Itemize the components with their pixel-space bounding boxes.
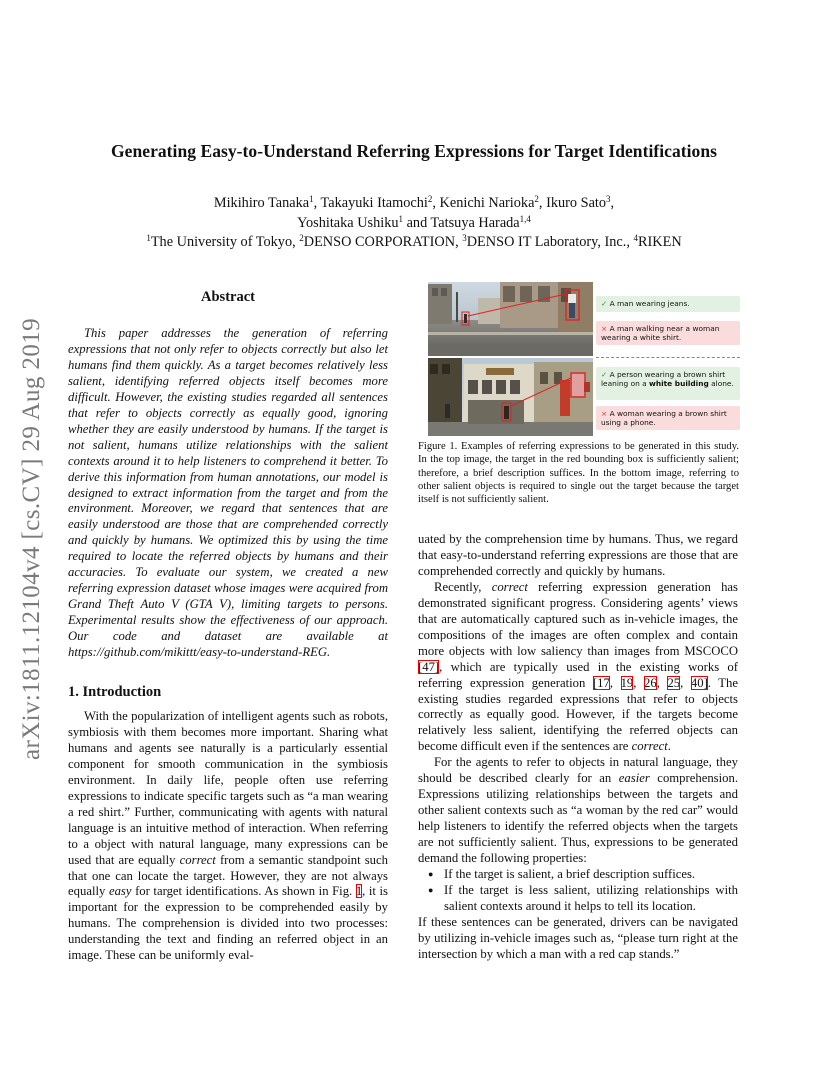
paper-title: Generating Easy-to-Understand Referring Expressions for Target Identifications bbox=[110, 141, 718, 161]
author-name: , Ikuro Sato bbox=[538, 195, 607, 211]
abstract-heading: Abstract bbox=[201, 289, 255, 305]
expression-text: A woman wearing a brown shirt using a phone. bbox=[601, 409, 727, 427]
author-block bbox=[0, 194, 828, 253]
check-icon: ✓ bbox=[601, 370, 608, 379]
affiliations bbox=[0, 233, 828, 253]
author-name: , Kenichi Narioka bbox=[432, 195, 535, 211]
author-separator: , bbox=[610, 195, 615, 211]
expression-text: A person wearing a brown shirt leaning on a white building alone. bbox=[601, 370, 734, 388]
figure-divider bbox=[596, 357, 740, 358]
expression-bad-bottom bbox=[596, 406, 740, 430]
figure-1-photos bbox=[428, 282, 593, 436]
list-item: ● If the target is less salient, utilizing relationships with salient contexts around it helps to tell its location. bbox=[444, 883, 738, 915]
author-affiliation: 1 bbox=[309, 194, 314, 204]
author-line-1 bbox=[0, 194, 828, 214]
affiliation-number: 1 bbox=[146, 233, 151, 243]
citation-link[interactable]: 19 bbox=[620, 675, 634, 690]
affiliation: DENSO IT Laboratory, Inc., bbox=[466, 234, 634, 250]
check-icon: ✓ bbox=[601, 299, 608, 308]
paragraph: For the agents to refer to objects in natural language, they should be described clearly for an easier comprehension. Expressions utilizing relationships between the targets and other salient contexts such as “a woman by the red car” would help listeners to identify the referred objects when the targets are not sufficiently salient. Thus, expressions to be generated demand the following properties: bbox=[418, 755, 738, 866]
author-name: Mikihiro Tanaka bbox=[213, 195, 310, 211]
section-heading-introduction: 1. Introduction bbox=[68, 684, 162, 700]
author-affiliation: 3 bbox=[606, 194, 611, 204]
citation-link[interactable]: [47] bbox=[418, 659, 440, 674]
citation-link[interactable]: 26 bbox=[644, 675, 657, 690]
intro-column bbox=[68, 709, 388, 964]
author-name: Yoshitaka Ushiku bbox=[297, 214, 399, 231]
author-affiliation: 2 bbox=[427, 194, 433, 204]
citation-link[interactable]: [17 bbox=[592, 675, 610, 690]
figure-reference-link[interactable]: 1 bbox=[355, 884, 363, 899]
cross-icon: × bbox=[601, 409, 608, 418]
cross-icon: × bbox=[601, 324, 608, 333]
author-affiliation: 1,4 bbox=[519, 213, 531, 224]
arxiv-identifier: arXiv:1811.12104v4 [cs.CV] 29 Aug 2019 bbox=[18, 317, 45, 760]
expression-good-bottom bbox=[596, 367, 740, 400]
figure-1 bbox=[428, 282, 740, 436]
expression-text: A man wearing jeans. bbox=[609, 299, 690, 308]
expression-good-top bbox=[596, 296, 740, 312]
author-line-2 bbox=[0, 214, 828, 234]
paragraph-continuation: uated by the comprehension time by humans. Thus, we regard that easy-to-understand referring expressions are those that are comprehended correctly and quickly by humans. bbox=[418, 532, 738, 578]
affiliation-number: 4 bbox=[633, 233, 638, 243]
affiliation: The University of Tokyo, bbox=[150, 234, 300, 250]
citation-link[interactable]: 40] bbox=[690, 675, 708, 690]
list-item: ● If the target is salient, a brief description suffices. bbox=[444, 867, 738, 883]
paragraph: If these sentences can be generated, drivers can be navigated by utilizing in-vehicle images such as, “please turn right at the intersection by which a man with a red cap stands.” bbox=[418, 914, 738, 961]
affiliation-number: 3 bbox=[462, 233, 467, 243]
affiliation: DENSO CORPORATION, bbox=[303, 234, 463, 250]
expression-bad-top bbox=[596, 321, 740, 345]
intro-paragraph: With the popularization of intelligent agents such as robots, symbiosis with them becomes more important. Sharing what humans and agents see naturally is a particularly essential component for smooth communication in the symbiosis environment. In daily life, people often use referring expressions to indicate specific targets such as “a man wearing a red shirt.” Further, communicating with agents with natural language is an intuitive method of interaction. When referring to a object with natural language, many expressions can be used that are equally correct from a semantic standpoint such that one can locate the target. However, they are not always equally easy for target identifications. As shown in Fig. 1, it is important for the expression to be comprehended easily by humans. The comprehension is divided into two processes: understanding the text and finding an referred object in an image. These can be uniformly eval- bbox=[68, 709, 388, 963]
author-affiliation: 1 bbox=[398, 213, 404, 224]
affiliation-number: 2 bbox=[299, 233, 304, 243]
paragraph: Recently, correct referring expression generation has demonstrated significant progress. Considering agents’ views that are automatically captured such as in-vehicle images, the compositions of the images are often complex and contain more objects with low saliency than images from MSCOCO [47], which are typically used in the existing works of referring expression generation [17, 19, 26, 25, 40]. The existing studies regarded expressions that refer to objects correctly as equally good. However, if the targets become relatively less salient, identifying the referred objects can become difficult even if the sentences are correct. bbox=[418, 579, 739, 754]
citation-link[interactable]: 25 bbox=[667, 675, 681, 690]
abstract-text bbox=[68, 326, 388, 661]
figure-1-caption: Figure 1. Examples of referring expressions to be generated in this study. In the top image, the target in the red bounding box is sufficiently salient; therefore, a brief description suffices. In the bottom image, referring to other salient objects is required to single out the target because the target itself is not sufficiently salient. bbox=[418, 441, 739, 506]
author-affiliation: 2 bbox=[534, 194, 539, 204]
author-name: and Tatsuya Harada bbox=[403, 214, 520, 231]
expression-text: A man walking near a woman wearing a white shirt. bbox=[601, 324, 720, 342]
author-name: , Takayuki Itamochi bbox=[313, 195, 428, 211]
property-list bbox=[418, 867, 738, 915]
right-column bbox=[418, 532, 738, 963]
abstract-paragraph: This paper addresses the generation of referring expressions that not only refer to objects correctly but also let humans find them quickly. As a target becomes relatively less salient, identifying referred objects itself becomes more difficult. However, the existing studies regarded all sentences that refer to objects correctly as equally good, ignoring whether they are easily understood by humans. If the target is not salient, humans utilize relationships with the salient contexts around it to help listeners to comprehend it better. To derive this information from human annotations, our model is designed to extract information from the target and from the environment. Moreover, we regard that sentences that are easily understood are those that are comprehended correctly and quickly by humans. We optimized this by using the time required to locate the referred objects by humans and their accuracies. To evaluate our system, we created a new referring expression dataset whose images were acquired from Grand Theft Auto V (GTA V), limiting targets to persons. Experimental results show the effectiveness of our approach. Our code and dataset are available at https://github.com/mikittt/easy-to-understand-REG. bbox=[68, 326, 388, 660]
affiliation: RIKEN bbox=[638, 234, 682, 250]
